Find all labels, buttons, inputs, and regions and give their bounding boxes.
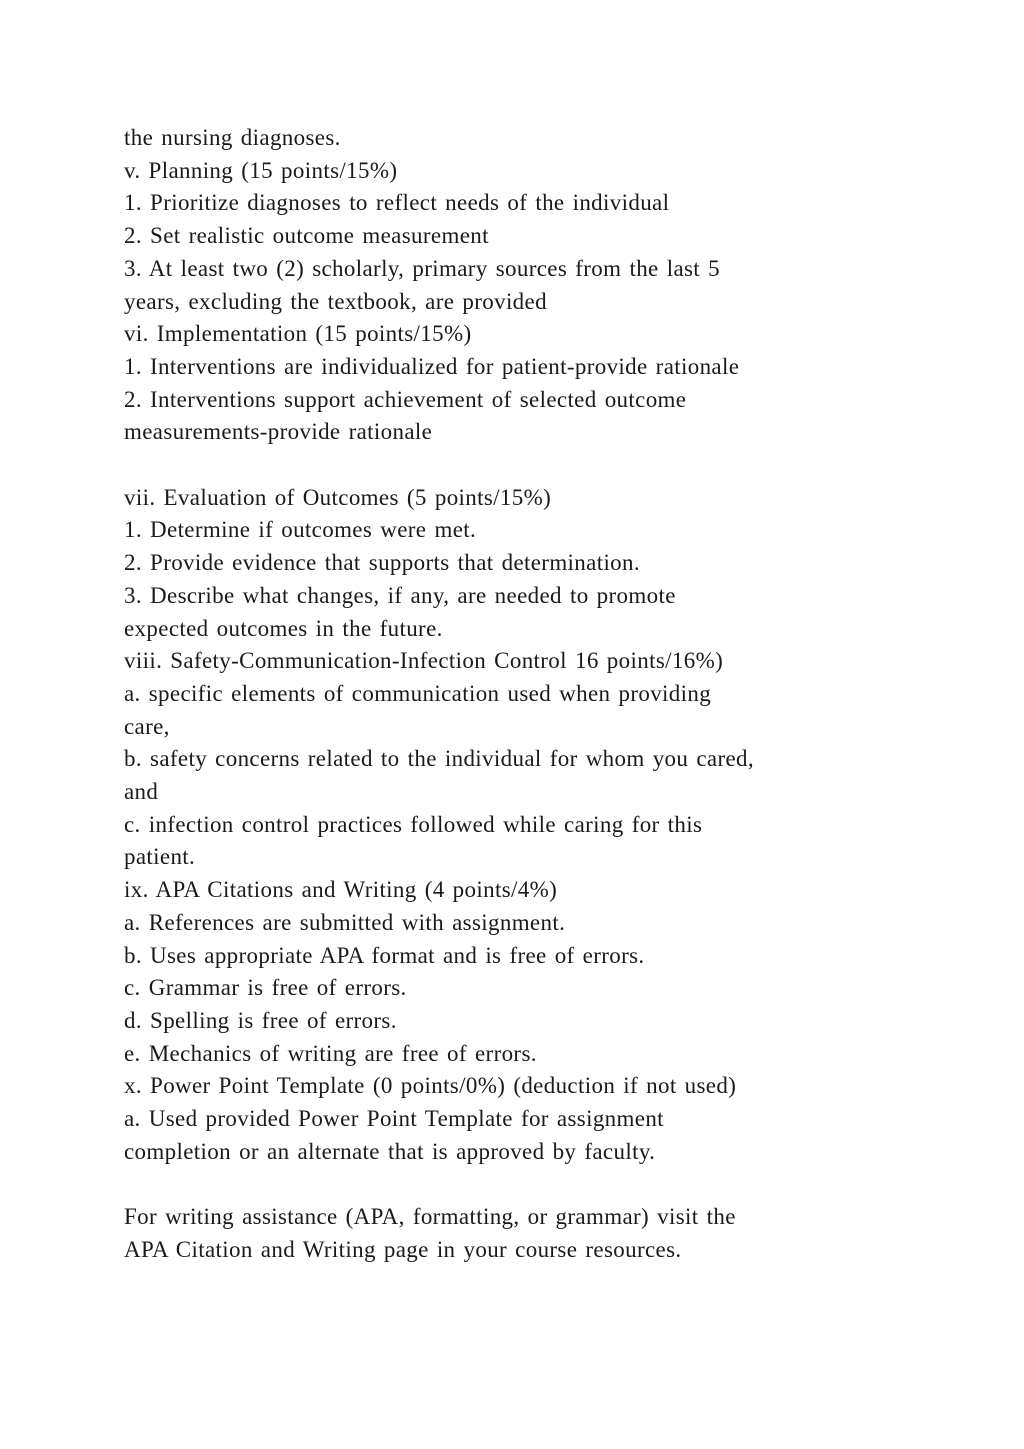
text-line: care, [124, 713, 170, 739]
text-line: b. Uses appropriate APA format and is free of errors. [124, 942, 645, 968]
text-line: e. Mechanics of writing are free of errors. [124, 1040, 537, 1066]
footer-note-line: APA Citation and Writing page in your course resources. [124, 1236, 682, 1262]
footer-note-line: For writing assistance (APA, formatting, or grammar) visit the [124, 1204, 736, 1230]
text-line: 2. Provide evidence that supports that determination. [124, 550, 640, 576]
document-body [124, 122, 914, 1267]
text-line: and [124, 779, 159, 805]
section-heading-implementation: vi. Implementation (15 points/15%) [124, 321, 472, 347]
section-heading-evaluation: vii. Evaluation of Outcomes (5 points/15%) [124, 484, 552, 510]
text-line: d. Spelling is free of errors. [124, 1007, 397, 1033]
text-line: 3. At least two (2) scholarly, primary sources from the last 5 [124, 255, 720, 281]
blank-line [124, 449, 914, 482]
section-heading-planning: v. Planning (15 points/15%) [124, 157, 398, 183]
section-heading-apa: ix. APA Citations and Writing (4 points/4%) [124, 877, 558, 903]
text-line: b. safety concerns related to the individual for whom you cared, [124, 746, 754, 772]
section-heading-template: x. Power Point Template (0 points/0%) (deduction if not used) [124, 1073, 737, 1099]
text-line: 2. Interventions support achievement of selected outcome [124, 386, 687, 412]
text-line: 1. Determine if outcomes were met. [124, 517, 477, 543]
text-line: a. References are submitted with assignment. [124, 909, 566, 935]
text-line: measurements-provide rationale [124, 419, 433, 445]
text-line: c. Grammar is free of errors. [124, 975, 407, 1001]
text-line: 1. Interventions are individualized for patient-provide rationale [124, 353, 740, 379]
text-line: a. Used provided Power Point Template for assignment [124, 1106, 664, 1132]
blank-line [124, 1168, 914, 1201]
text-line: years, excluding the textbook, are provided [124, 288, 547, 314]
text-line: completion or an alternate that is approved by faculty. [124, 1138, 656, 1164]
text-line: 3. Describe what changes, if any, are needed to promote [124, 582, 676, 608]
text-line: c. infection control practices followed while caring for this [124, 811, 703, 837]
section-heading-safety: viii. Safety-Communication-Infection Control 16 points/16%) [124, 648, 724, 674]
text-line: the nursing diagnoses. [124, 125, 341, 150]
text-line: a. specific elements of communication used when providing [124, 680, 712, 706]
text-line: 2. Set realistic outcome measurement [124, 223, 489, 249]
text-line: expected outcomes in the future. [124, 615, 443, 641]
text-line: patient. [124, 844, 196, 870]
text-line: 1. Prioritize diagnoses to reflect needs of the individual [124, 190, 670, 216]
